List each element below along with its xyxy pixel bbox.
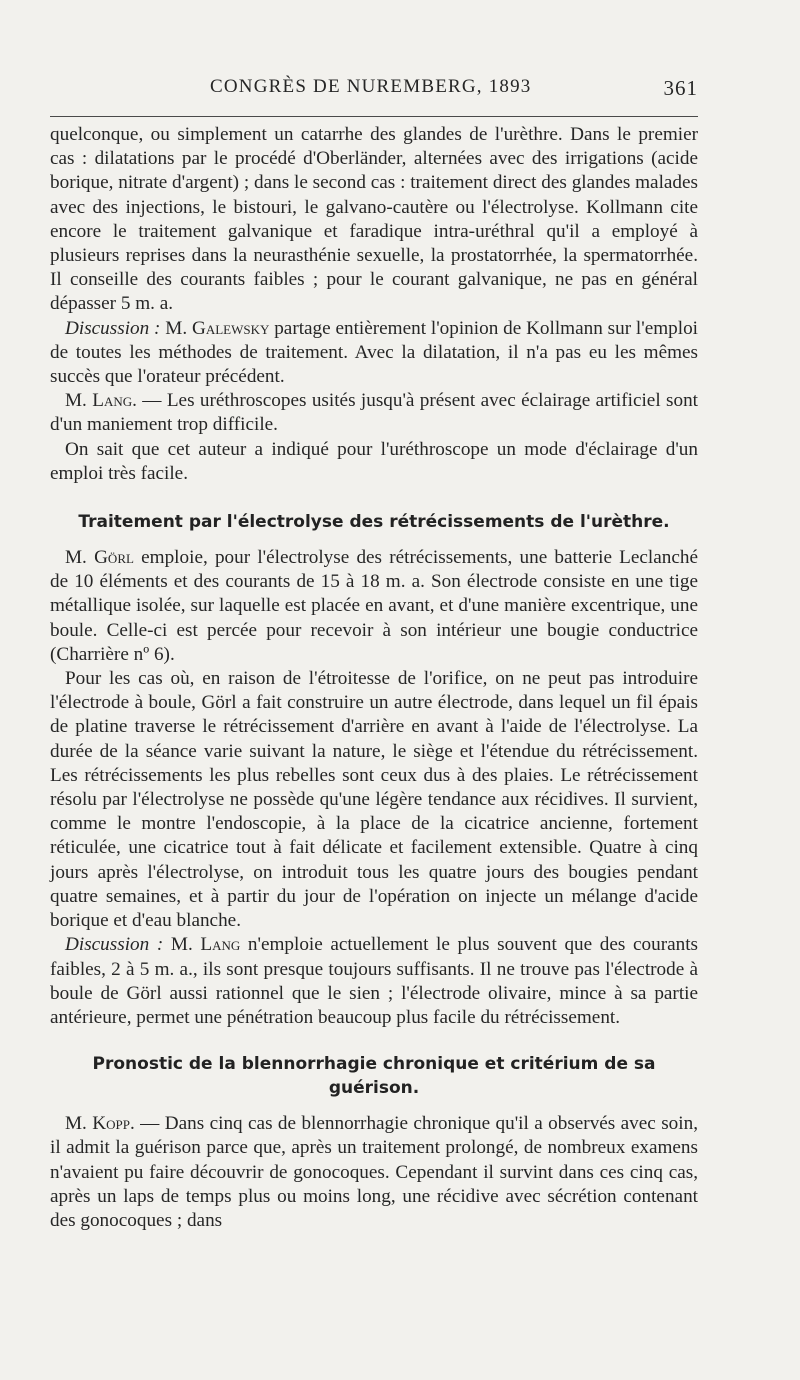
section-heading-electrolyse: Traitement par l'électrolyse des rétrécissements de l'urèthre. (78, 512, 670, 533)
paragraph-discussion-lang (50, 933, 698, 1030)
speaker-name: Galewsky (191, 317, 270, 339)
speaker-prefix: M. (65, 390, 93, 412)
discussion-label: Discussion : (65, 934, 164, 956)
paragraph-text: . — Les uréthroscopes usités jusqu'à présent avec éclairage artificiel sont d'un maniement trop difficile. (50, 390, 699, 436)
paragraph-gorl-battery (50, 546, 698, 667)
paragraph-text: emploie, pour l'électrolyse des rétrécissements, une batterie Leclanché de 10 éléments et des courants de 15 à 18 m. a. Son électrode consiste en une tige métallique isolée, sur laquelle est placée en avant, et d'une manière excentrique, une boule. Celle-ci est percée pour recevoir à son intérieur une bougie conductrice (Charrière nº 6). (50, 547, 698, 665)
paragraph-urethroscope-lighting: On sait que cet auteur a indiqué pour l'uréthroscope un mode d'éclairage d'un emploi très facile. (50, 438, 698, 484)
page-number: 361 (663, 76, 698, 100)
section-heading-pronostic: Pronostic de la blennorrhagie chronique et critérium de sa guérison. (92, 1054, 656, 1099)
paragraph-lang-urethroscopes (50, 389, 698, 437)
speaker-prefix: M. (163, 934, 201, 956)
speaker-name: Lang (92, 390, 133, 412)
paragraph-discussion-galewsky (50, 317, 698, 390)
speaker-prefix: M. (65, 547, 95, 569)
running-head (50, 70, 698, 104)
paragraph-text: partage entièrement l'opinion de Kollmann sur l'emploi de toutes les méthodes de traitement. Avec la dilatation, il n'a pas eu les mêmes succès que l'orateur précédent. (50, 317, 698, 388)
book-page (50, 70, 698, 1233)
paragraph-text: n'emploie actuellement le plus souvent que des courants faibles, 2 à 5 m. a., ils sont presque toujours suffisants. Il ne trouve pas l'électrode à boule de Görl aussi rationnel que le sien ; l'électrode olivaire, mince à sa partie antérieure, permet une pénétration beaucoup plus facile du rétrécissement. (50, 934, 699, 1028)
paragraph-gorl-electrode: Pour les cas où, en raison de l'étroitesse de l'orifice, on ne peut pas introduire l'électrode à boule, Görl a fait construire un autre électrode, dans lequel un fil épais de platine traverse le rétrécissement d'arrière en avant à l'aide de l'électrolyse. La durée de la séance varie suivant la nature, le siège et l'étendue du rétrécissement. Les rétrécissements les plus rebelles sont ceux dus à des plaies. Le rétrécissement résolu par l'électrolyse ne possède qu'une légère tendance aux récidives. Il survient, comme le montre l'endoscopie, à la place de la cicatrice ancienne, fortement réticulée, une cicatrice tout à fait délicate et facilement extensible. Quatre à cinq jours après l'électrolyse, on introduit tous les quatre jours des bougies pendant quatre semaines, et à partir du jour de l'opération on injecte un mélange d'acide borique et d'eau blanche. (50, 668, 698, 932)
paragraph-kollmann-continued: quelconque, ou simplement un catarrhe des glandes de l'urèthre. Dans le premier cas : dilatations par le procédé d'Oberländer, alternées avec des irrigations (acide borique, nitrate d'argent) ; dans le second cas : traitement direct des glandes malades avec des injections, le bistouri, le galvano-cautère ou l'électrolyse. Kollmann cite encore le traitement galvanique et faradique intra-uréthral qu'il a employé à plusieurs reprises dans la neurasthénie sexuelle, la prostatorrhée, la spermatorrhée. Il conseille des courants faibles ; pour le courant galvanique, ne pas en général dépasser 5 m. a. (50, 124, 698, 315)
paragraph-text: . — Dans cinq cas de blennorrhagie chronique qu'il a observés avec soin, il admit la guérison parce que, après un traitement prolongé, de nombreux examens n'avaient pu faire découvrir de gonocoques. Cependant il survint dans ces cinq cas, après un laps de temps plus ou moins long, une récidive avec sécrétion contenant des gonocoques ; dans (50, 1113, 698, 1231)
paragraph-kopp-cases (50, 1112, 698, 1233)
speaker-name: Lang (200, 934, 241, 956)
speaker-prefix: M. (65, 1113, 93, 1135)
speaker-prefix: M. (160, 317, 192, 339)
discussion-label: Discussion : (65, 317, 161, 339)
header-rule (50, 116, 698, 117)
running-title: CONGRÈS DE NUREMBERG, 1893 (210, 76, 532, 97)
speaker-name: Kopp (92, 1113, 130, 1135)
speaker-name: Görl (94, 547, 134, 569)
